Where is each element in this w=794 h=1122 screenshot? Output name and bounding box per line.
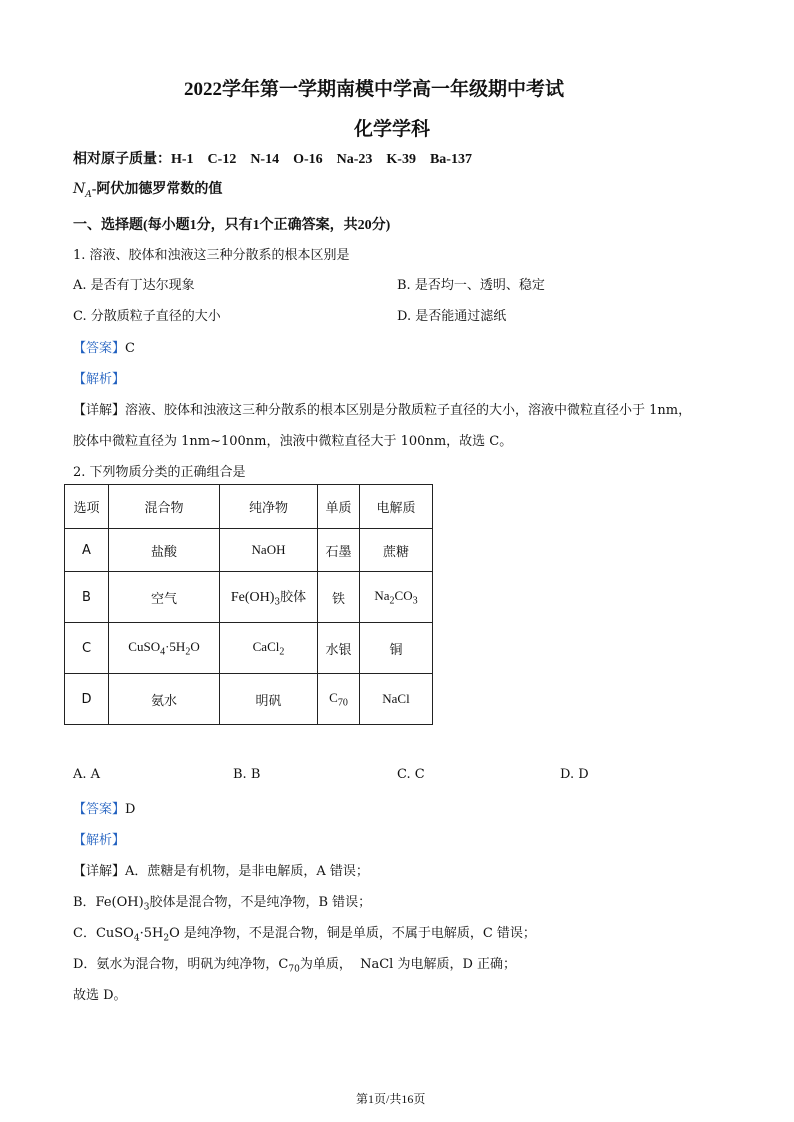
table-cell: 氨水 [109,674,220,725]
q1-detail-line1 [73,399,691,418]
q2-option-c: C. C [397,767,425,782]
table-cell: 明矾 [220,674,318,725]
q2-option-b: B. B [233,767,261,782]
q1-option-b: B. 是否均一、透明、稳定 [397,278,545,293]
detail-text: 溶液、胶体和浊液这三种分散系的根本区别是分散质粒子直径的大小，溶液中微粒直径小于 1nm， [125,403,692,418]
table-header-row [65,485,433,529]
table-cell: NaCl [360,674,433,725]
table-cell: A [65,529,109,572]
answer-tag: 【答案】 [73,341,126,356]
table-cell: $Na_2CO_3$ [360,572,433,623]
q1-analysis-tag: 【解析】 [73,372,126,387]
table-header-cell: 选项 [65,485,109,529]
table-cell: 空气 [109,572,220,623]
q2-conclusion: 故选 D。 [73,988,127,1003]
classification-table [64,484,433,725]
na-note [73,178,222,200]
q1-answer [73,337,135,356]
q2-option-a: A. A [73,767,101,782]
q1-detail-line2: 胶体中微粒直径为 1nm~100nm，浊液中微粒直径大于 100nm，故选 C。 [73,434,513,449]
na-note-text: -阿伏加德罗常数的值 [91,182,223,197]
detail-tag: 【详解】 [73,864,126,879]
answer-value: C [125,341,135,356]
q2-detail-a [73,860,369,879]
table-header-cell: 电解质 [360,485,433,529]
atomic-masses: 相对原子质量：H-1 C-12 N-14 O-16 Na-23 K-39 Ba-137 [73,152,472,167]
q2-option-d: D. D [560,767,589,782]
q2-detail-d: D．氨水为混合物，明矾为纯净物，$C_{70}$为单质， NaCl 为电解质，D 正确； [73,957,517,975]
page-footer: 第1页/共16页 [356,1092,426,1106]
q2-stem: 2. 下列物质分类的正确组合是 [73,465,246,480]
detail-text: A．蔗糖是有机物，是非电解质，A 错误； [125,864,369,879]
q1-option-c: C. 分散质粒子直径的大小 [73,309,221,324]
table-cell: $C_{70}$ [318,674,360,725]
table-cell: NaOH [220,529,318,572]
table-cell: 盐酸 [109,529,220,572]
table-cell: D [65,674,109,725]
q2-detail-b: B．$Fe(OH)_3$胶体是混合物，不是纯净物，B 错误； [73,895,372,913]
table-header-cell: 单质 [318,485,360,529]
table-cell: 石墨 [318,529,360,572]
table-cell: CaCl$_2$ [220,623,318,674]
q1-stem: 1. 溶液、胶体和浊液这三种分散系的根本区别是 [73,248,350,263]
na-symbol: $N_A$ [73,181,92,200]
table-cell: 铁 [318,572,360,623]
table-cell: $CuSO_4\cdot 5H_2O$ [109,623,220,674]
exam-title: 2022学年第一学期南模中学高一年级期中考试 [184,79,565,100]
table-cell: $Fe(OH)_3$胶体 [220,572,318,623]
table-row [65,623,433,674]
q1-option-d: D. 是否能通过滤纸 [397,309,507,324]
table-row [65,529,433,572]
table-cell: C [65,623,109,674]
table-row [65,674,433,725]
q2-detail-c: C．$CuSO_4\cdot 5H_2O$ 是纯净物，不是混合物，铜是单质，不属于电解质，C 错误； [73,926,536,944]
table-cell: 蔗糖 [360,529,433,572]
table-row [65,572,433,623]
table-cell: 铜 [360,623,433,674]
detail-tag: 【详解】 [73,403,126,418]
table-header-cell: 纯净物 [220,485,318,529]
table-cell: 水银 [318,623,360,674]
section-heading: 一、选择题(每小题1分，只有1个正确答案，共20分) [73,218,391,233]
table-cell: B [65,572,109,623]
answer-tag: 【答案】 [73,802,126,817]
q2-analysis-tag: 【解析】 [73,833,126,848]
q1-option-a: A. 是否有丁达尔现象 [73,278,195,293]
table-header-cell: 混合物 [109,485,220,529]
answer-value: D [125,802,136,817]
subject-title: 化学学科 [354,119,431,140]
q2-answer [73,798,135,817]
